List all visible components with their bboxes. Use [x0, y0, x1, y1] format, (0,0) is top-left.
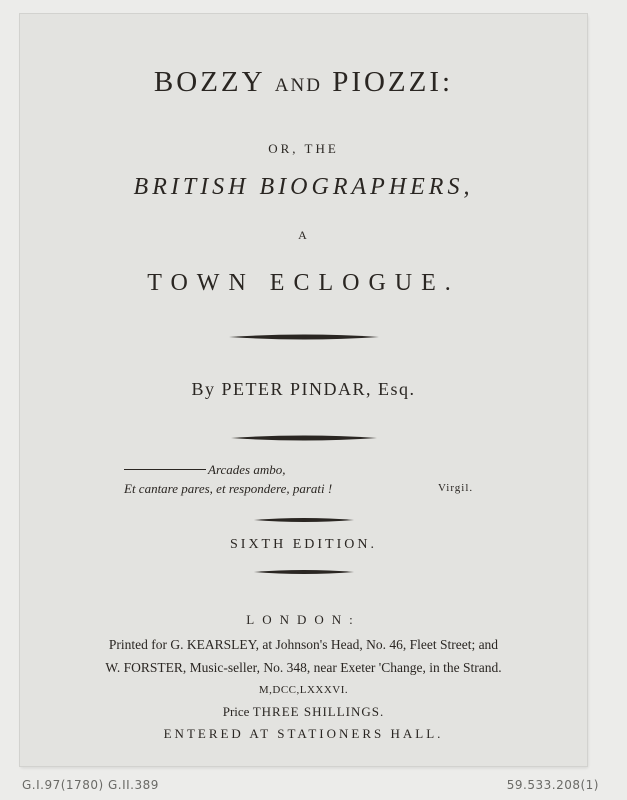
ornament-rule-1-graphic [229, 332, 379, 342]
title-part-1: BOZZY [153, 66, 265, 98]
subtitle-a: A [298, 228, 309, 242]
title-part-2: PIOZZI: [332, 66, 454, 98]
motto-line-2: Et cantare pares, et respondere, parati ! [124, 481, 333, 496]
motto [124, 460, 332, 498]
motto-dash [124, 469, 206, 470]
pencil-annotation-left: G.I.97(1780) G.II.389 [22, 778, 159, 792]
ornament-rule-1 [20, 332, 587, 342]
ornament-rule-4-graphic [254, 568, 354, 576]
subtitle-main: BRITISH BIOGRAPHERS, [133, 174, 474, 200]
ornament-rule-3-graphic [254, 516, 354, 524]
ornament-rule-4 [20, 568, 587, 578]
imprint-date: M,DCC,LXXXVI. [258, 684, 349, 696]
subtitle-or: OR, THE [268, 141, 339, 156]
price-prefix: Price [222, 704, 250, 719]
title-page [20, 14, 587, 766]
edition-line: SIXTH EDITION. [230, 537, 377, 552]
imprint-line-2: W. FORSTER, Music-seller, No. 348, near Exeter 'Change, in the Strand. [105, 660, 502, 675]
motto-attribution: Virgil. [438, 482, 474, 494]
ornament-rule-2-graphic [231, 433, 377, 443]
subtitle-eclogue: TOWN ECLOGUE. [147, 270, 460, 296]
author-line: By PETER PINDAR, Esq. [191, 379, 416, 399]
book-title [20, 66, 587, 99]
title-conjunction: AND [274, 75, 322, 96]
entered-line: ENTERED AT STATIONERS HALL. [163, 726, 444, 741]
price-amount: THREE SHILLINGS. [252, 704, 385, 719]
motto-line-1-text: Arcades ambo, [208, 462, 286, 477]
ornament-rule-3 [20, 516, 587, 526]
pencil-annotation-right: 59.533.208(1) [506, 778, 599, 792]
imprint-city: LONDON: [246, 612, 361, 627]
ornament-rule-2 [20, 433, 587, 443]
motto-line-1 [124, 460, 332, 479]
price-line [20, 704, 587, 720]
imprint-line-1: Printed for G. KEARSLEY, at Johnson's Head, No. 46, Fleet Street; and [108, 637, 499, 652]
